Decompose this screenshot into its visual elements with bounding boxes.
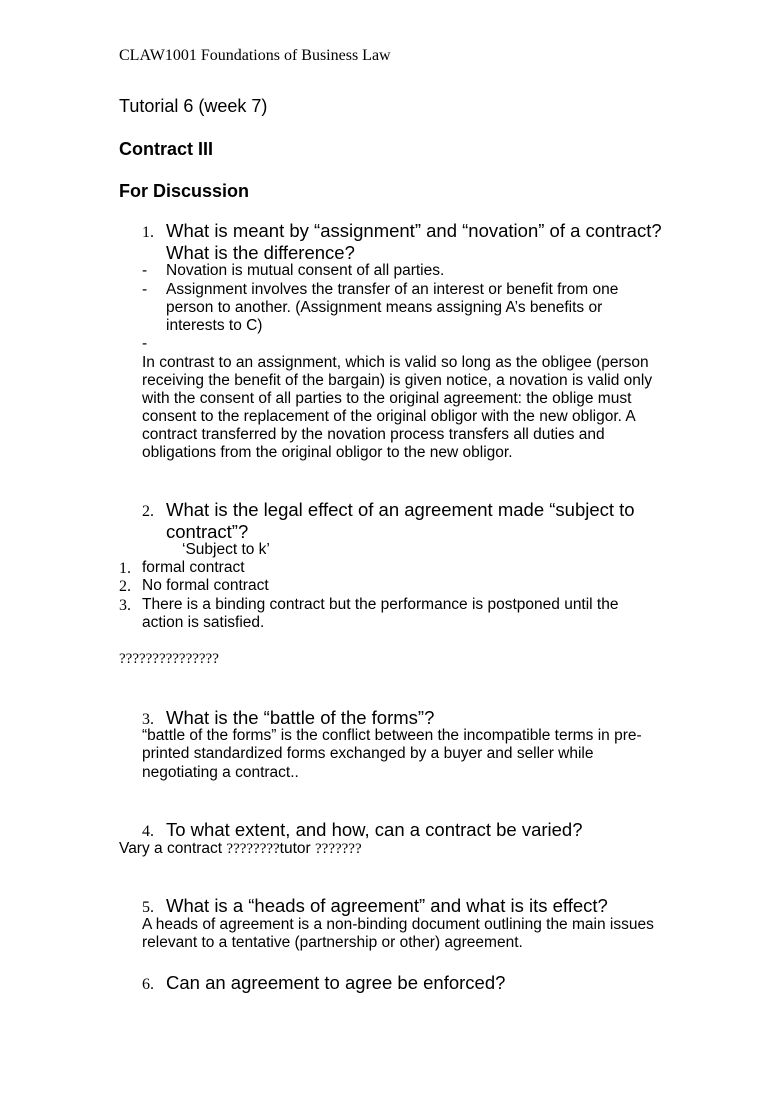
discussion-heading: For Discussion (119, 181, 250, 201)
question-text-line: What is the “battle of the forms”? (166, 707, 435, 728)
answer-line: negotiating a contract.. (142, 764, 299, 781)
list-item-text: No formal contract (142, 577, 269, 594)
answer-text: Vary a contract (119, 840, 227, 857)
list-item-number: 3. (119, 597, 131, 614)
question-number: 2. (142, 503, 154, 520)
list-item-text: formal contract (142, 559, 245, 576)
question-number: 3. (142, 711, 154, 728)
answer-placeholder: ??????? (315, 841, 362, 857)
answer-text: tutor (279, 840, 315, 857)
paragraph-line: contract transferred by the novation process transfers all duties and (142, 426, 605, 443)
question-number: 5. (142, 899, 154, 916)
tutorial-title: Tutorial 6 (week 7) (119, 96, 268, 116)
bullet-text: interests to C) (166, 317, 263, 334)
answer-line (119, 840, 362, 858)
question-number: 1. (142, 224, 154, 241)
answer-placeholder: ???????? (226, 841, 280, 857)
paragraph-line: consent to the replacement of the original obligor with the new obligor. A (142, 408, 636, 425)
list-item-number: 2. (119, 578, 131, 595)
list-item-number: 1. (119, 560, 131, 577)
question-text-line: What is meant by “assignment” and “novation” of a contract? (166, 220, 662, 241)
note-text: ‘Subject to k’ (182, 541, 270, 558)
question-text-line: contract”? (166, 521, 249, 542)
question-text-line: To what extent, and how, can a contract be varied? (166, 819, 583, 840)
paragraph-line: In contrast to an assignment, which is valid so long as the obligee (person (142, 354, 649, 371)
answer-line: A heads of agreement is a non-binding document outlining the main issues (142, 916, 654, 933)
answer-line: printed standardized forms exchanged by a buyer and seller while (142, 745, 594, 762)
question-text-line: What is a “heads of agreement” and what is its effect? (166, 895, 608, 916)
bullet-marker: - (142, 262, 148, 279)
paragraph-line: receiving the benefit of the bargain) is given notice, a novation is valid only (142, 372, 653, 389)
list-item-text: action is satisfied. (142, 614, 265, 631)
bullet-marker: - (142, 335, 148, 352)
question-number: 4. (142, 823, 154, 840)
bullet-marker: - (142, 281, 148, 298)
list-item-text: There is a binding contract but the performance is postponed until the (142, 596, 619, 613)
paragraph-line: with the consent of all parties to the original agreement: the oblige must (142, 390, 632, 407)
placeholder-text: ??????????????? (119, 651, 219, 667)
question-number: 6. (142, 976, 154, 993)
question-text-line: Can an agreement to agree be enforced? (166, 972, 506, 993)
question-text-line: What is the difference? (166, 242, 355, 263)
answer-line: “battle of the forms” is the conflict between the incompatible terms in pre- (142, 727, 642, 744)
answer-line: relevant to a tentative (partnership or other) agreement. (142, 934, 523, 951)
bullet-text: Novation is mutual consent of all parties. (166, 262, 445, 279)
paragraph-line: obligations from the original obligor to the new obligor. (142, 444, 513, 461)
question-text-line: What is the legal effect of an agreement made “subject to (166, 499, 635, 520)
course-header: CLAW1001 Foundations of Business Law (119, 47, 391, 64)
bullet-text: Assignment involves the transfer of an interest or benefit from one (166, 281, 619, 298)
section-title: Contract III (119, 139, 214, 159)
bullet-text: person to another. (Assignment means assigning A’s benefits or (166, 299, 603, 316)
